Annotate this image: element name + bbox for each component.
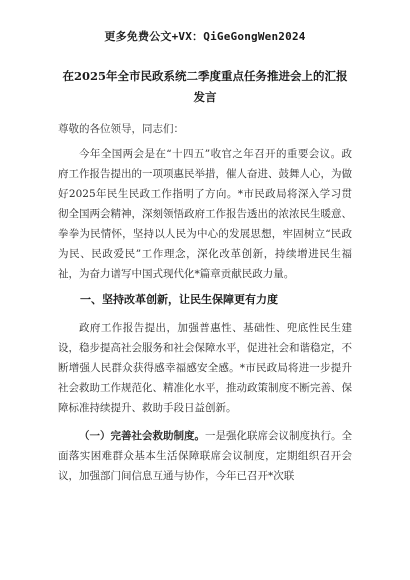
section-heading-1: 一、坚持改革创新，让民生保障更有力度: [80, 293, 278, 306]
intro-paragraph: 今年全国两会是在“十四五”收官之年召开的重要会议。政府工作报告提出的一项项惠民举措，催人奋进、鼓舞人心，为做好2025年民生民政工作指明了方向。*市民政局将深入学习贯彻全国两会精神，深刻领悟政府工作报告透出的浓浓民生暖意、拳拳为民情怀，坚持以人民为中心的发展思想，牢固树立“民政为民、民政爱民”工作理念，深化改革创新，持续增进民生福祉，为奋力谱写中国式现代化*篇章贡献民政力量。: [58, 148, 352, 280]
salutation: 尊敬的各位领导，同志们：: [58, 123, 184, 135]
section-1-paragraph: 政府工作报告提出，加强普惠性、基础性、兜底性民生建设，稳步提高社会服务和社会保障水平，促进社会和谐稳定，不断增强人民群众获得感幸福感安全感。*市民政局将进一步提升社会救助工作规范化、精准化水平，推动政策制度不断完善、保障标准持续提升、救助手段日益创新。: [58, 322, 352, 414]
document-title: 在2025年全市民政系统二季度重点任务推进会上的汇报发言: [62, 69, 348, 104]
watermark-header: 更多免费公文+VX：QiGeGongWen2024: [104, 30, 306, 43]
subsection-1-text: 一是强化联席会议制度执行。全面落实困难群众基本生活保障联席会议制度，定期组织召开会议，加强部门间信息互通与协作，今年已召开*次联: [58, 430, 352, 482]
subsection-1-heading: （一）完善社会救助制度。: [79, 430, 205, 442]
subsection-1-paragraph: [58, 426, 352, 486]
